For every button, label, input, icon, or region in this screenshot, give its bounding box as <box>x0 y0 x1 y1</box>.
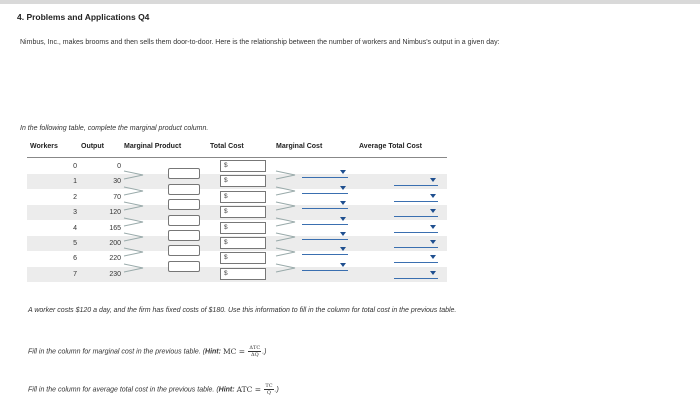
marginal-cost-dropdown[interactable] <box>302 230 348 240</box>
total-cost-input[interactable]: $ <box>220 160 266 172</box>
chevron-down-icon <box>430 271 436 275</box>
atc-fraction <box>264 383 273 396</box>
atc-close: .) <box>274 386 279 394</box>
output-cell: 220 <box>109 255 121 263</box>
output-cell: 165 <box>109 224 121 232</box>
question-intro: Nimbus, Inc., makes brooms and then sells them door-to-door. Here is the relationship between the number of workers and Nimbus's output in a given day: <box>20 39 500 46</box>
total-cost-input[interactable]: $ <box>220 175 266 187</box>
workers-cell: 7 <box>73 270 77 278</box>
workers-cell: 4 <box>73 224 77 232</box>
workers-cell: 1 <box>73 178 77 186</box>
atc-formula <box>237 385 275 394</box>
output-cell: 200 <box>109 240 121 247</box>
workers-cell: 3 <box>73 209 77 217</box>
average-total-cost-dropdown[interactable] <box>394 253 438 263</box>
bracket-icon <box>275 186 297 196</box>
bracket-icon <box>123 232 145 242</box>
marginal-product-input[interactable] <box>168 245 200 256</box>
chevron-down-icon <box>430 240 436 244</box>
atc-fraction-denominator: Q <box>266 390 272 396</box>
bracket-icon <box>123 217 145 227</box>
marginal-product-input[interactable] <box>168 215 200 226</box>
header-divider <box>27 157 447 158</box>
chevron-down-icon <box>340 263 346 267</box>
chevron-down-icon <box>430 225 436 229</box>
question-heading: 4. Problems and Applications Q4 <box>17 12 150 22</box>
total-cost-input[interactable]: $ <box>220 252 266 264</box>
output-cell: 70 <box>113 193 121 201</box>
header-workers: Workers <box>30 143 58 150</box>
bracket-icon <box>275 170 297 180</box>
bracket-icon <box>123 263 145 273</box>
header-total-cost: Total Cost <box>210 143 244 150</box>
bracket-icon <box>123 170 145 180</box>
total-cost-input[interactable]: $ <box>220 268 266 280</box>
fixed-cost-paragraph: A worker costs $120 a day, and the firm has fixed costs of $180. Use this information to fill in the column for total cost in the previous table. <box>28 307 457 314</box>
chevron-down-icon <box>430 209 436 213</box>
marginal-cost-dropdown[interactable] <box>302 245 348 255</box>
chevron-down-icon <box>340 247 346 251</box>
marginal-cost-dropdown[interactable] <box>302 215 348 225</box>
chevron-down-icon <box>340 170 346 174</box>
workers-cell: 5 <box>73 240 77 247</box>
atc-fraction-numerator: TC <box>265 383 273 389</box>
total-cost-input[interactable]: $ <box>220 222 266 234</box>
workers-cell: 6 <box>73 255 77 263</box>
marginal-product-input[interactable] <box>168 261 200 272</box>
output-cell: 230 <box>109 270 121 278</box>
bracket-icon <box>275 247 297 257</box>
marginal-product-input[interactable] <box>168 230 200 241</box>
atc-paragraph <box>28 383 279 396</box>
average-total-cost-dropdown[interactable] <box>394 207 438 217</box>
bracket-icon <box>123 186 145 196</box>
table-instruction: In the following table, complete the marginal product column. <box>20 125 209 132</box>
bracket-icon <box>275 263 297 273</box>
chevron-down-icon <box>430 255 436 259</box>
average-total-cost-dropdown[interactable] <box>394 223 438 233</box>
chevron-down-icon <box>340 217 346 221</box>
cost-table <box>27 143 447 283</box>
marginal-cost-dropdown[interactable] <box>302 199 348 209</box>
atc-formula-lhs: ATC = <box>236 384 264 394</box>
header-marginal-product: Marginal Product <box>124 143 182 150</box>
average-total-cost-dropdown[interactable] <box>394 192 438 202</box>
bracket-icon <box>123 247 145 257</box>
total-cost-input[interactable]: $ <box>220 191 266 203</box>
mc-close: .) <box>262 348 267 356</box>
total-cost-input[interactable]: $ <box>220 237 266 249</box>
mc-fraction-denominator: ΔQ <box>250 352 259 358</box>
average-total-cost-dropdown[interactable] <box>394 238 438 248</box>
output-cell: 120 <box>109 209 121 217</box>
bracket-icon <box>275 232 297 242</box>
mc-formula <box>223 347 262 356</box>
output-cell: 0 <box>117 163 121 170</box>
mc-hint-label: Hint: <box>205 348 221 356</box>
mc-formula-lhs: MC = <box>222 346 248 356</box>
average-total-cost-dropdown[interactable] <box>394 269 438 279</box>
chevron-down-icon <box>340 201 346 205</box>
header-marginal-cost: Marginal Cost <box>276 143 323 150</box>
marginal-cost-dropdown[interactable] <box>302 168 348 178</box>
total-cost-input[interactable]: $ <box>220 206 266 218</box>
header-average-total-cost: Average Total Cost <box>359 143 423 150</box>
chevron-down-icon <box>430 194 436 198</box>
marginal-product-input[interactable] <box>168 184 200 195</box>
mc-fraction-numerator: ΔTC <box>249 345 261 351</box>
header-output: Output <box>81 143 104 150</box>
marginal-cost-paragraph <box>28 345 266 358</box>
workers-cell: 2 <box>73 193 77 201</box>
marginal-product-input[interactable] <box>168 199 200 210</box>
workers-cell: 0 <box>73 163 77 170</box>
chevron-down-icon <box>430 178 436 182</box>
mc-fraction <box>248 345 261 358</box>
bracket-icon <box>275 201 297 211</box>
atc-instruction-text: Fill in the column for average total cost in the previous table. ( <box>28 386 219 394</box>
chevron-down-icon <box>340 186 346 190</box>
atc-hint-label: Hint: <box>218 386 235 394</box>
mc-instruction-text: Fill in the column for marginal cost in the previous table. ( <box>28 348 206 356</box>
bracket-icon <box>275 217 297 227</box>
marginal-cost-dropdown[interactable] <box>302 184 348 194</box>
marginal-product-input[interactable] <box>168 168 200 179</box>
top-bar <box>0 0 700 4</box>
marginal-cost-dropdown[interactable] <box>302 261 348 271</box>
average-total-cost-dropdown[interactable] <box>394 176 438 186</box>
chevron-down-icon <box>340 232 346 236</box>
output-cell: 30 <box>113 178 121 186</box>
bracket-icon <box>123 201 145 211</box>
